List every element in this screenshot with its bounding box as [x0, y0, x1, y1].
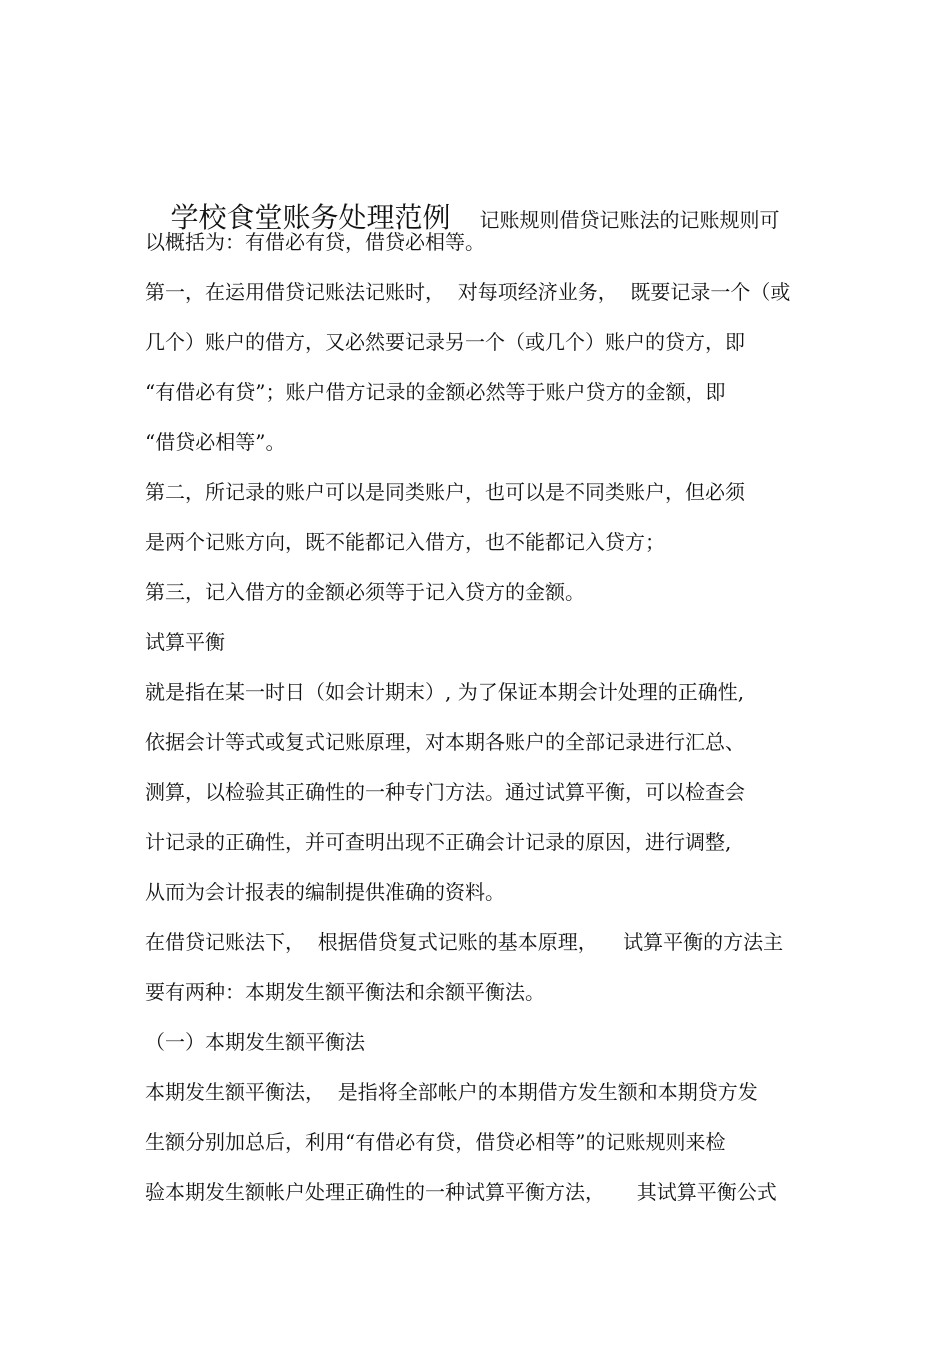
- paragraph-line: 第三，记入借方的金额必须等于记入贷方的金额。: [145, 580, 585, 604]
- paragraph-line: “有借必有贷”；账户借方记录的金额必然等于账户贷方的金额，即: [145, 380, 726, 404]
- paragraph-line: 测算，以检验其正确性的一种专门方法。通过试算平衡，可以检查会: [145, 780, 745, 804]
- paragraph-line: 在借贷记账法下， 根据借贷复式记账的基本原理， 试算平衡的方法主: [145, 930, 784, 954]
- paragraph-line: 第二，所记录的账户可以是同类账户，也可以是不同类账户，但必须: [145, 480, 745, 504]
- paragraph-line: 就是指在某一时日（如会计期末）, 为了保证本期会计处理的正确性,: [145, 680, 745, 704]
- paragraph-line: 是两个记账方向，既不能都记入借方，也不能都记入贷方；: [145, 530, 665, 554]
- paragraph-line: 几个）账户的借方，又必然要记录另一个（或几个）账户的贷方，即: [145, 330, 745, 354]
- paragraph-line: 验本期发生额帐户处理正确性的一种试算平衡方法， 其试算平衡公式: [145, 1180, 777, 1204]
- paragraph-line: 第一，在运用借贷记账法记账时， 对每项经济业务， 既要记录一个（或: [145, 280, 791, 304]
- paragraph-line: 计记录的正确性，并可查明出现不正确会计记录的原因，进行调整,: [145, 830, 732, 854]
- paragraph-line: 要有两种：本期发生额平衡法和余额平衡法。: [145, 980, 545, 1004]
- paragraph-line: 以概括为：有借必有贷，借贷必相等。: [145, 230, 485, 254]
- subsection-heading: （一）本期发生额平衡法: [145, 1030, 365, 1054]
- paragraph-line: 记账规则借贷记账法的记账规则可: [460, 208, 780, 232]
- section-heading: 试算平衡: [145, 630, 225, 654]
- paragraph-line: 生额分别加总后，利用“有借必有贷，借贷必相等”的记账规则来检: [145, 1130, 726, 1154]
- paragraph-line: “借贷必相等”。: [145, 430, 286, 454]
- paragraph-line: 本期发生额平衡法， 是指将全部帐户的本期借方发生额和本期贷方发: [145, 1080, 758, 1104]
- paragraph-line: 依据会计等式或复式记账原理，对本期各账户的全部记录进行汇总、: [145, 730, 745, 754]
- document-title: 学校食堂账务处理范例: [170, 201, 451, 234]
- paragraph-line: 从而为会计报表的编制提供准确的资料。: [145, 880, 505, 904]
